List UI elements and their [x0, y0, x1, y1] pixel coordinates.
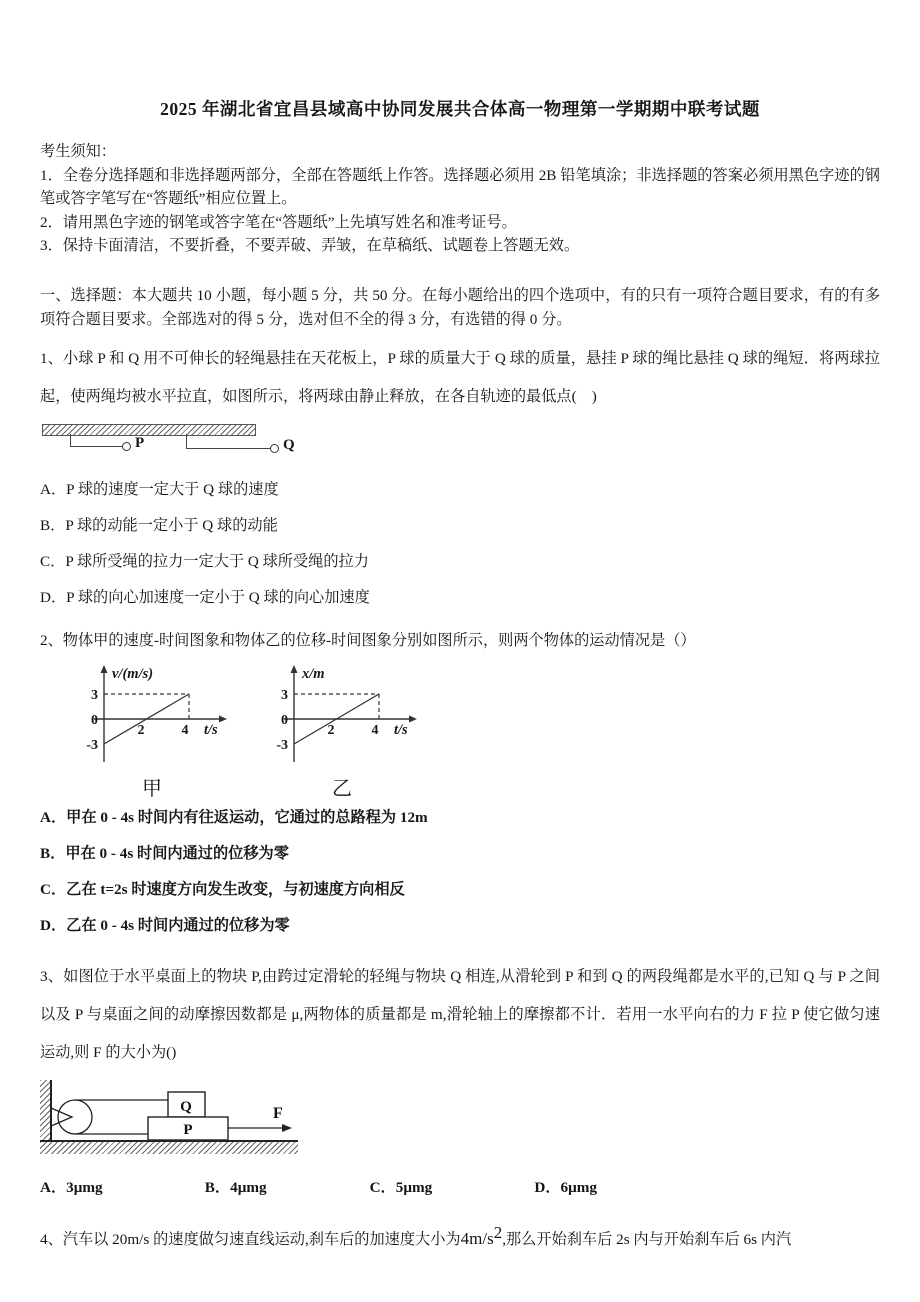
ceiling	[42, 424, 256, 436]
force-arrow-head-icon	[282, 1124, 292, 1132]
question-2	[40, 628, 880, 944]
notice-section	[40, 140, 880, 258]
notice-header: 考生须知：	[40, 143, 116, 160]
y-tick-0: 0	[91, 712, 98, 728]
string-q-horizontal	[186, 448, 270, 449]
graph-caption-yi: 乙	[332, 777, 352, 800]
y-tick-3: 3	[281, 687, 288, 703]
y-tick-neg3: -3	[276, 737, 288, 753]
ball-q	[270, 444, 279, 453]
section-heading: 一、选择题：本大题共 10 小题，每小题 5 分，共 50 分。在每小题给出的四个选项中，有的只有一项符合题目要求，有的有多项符合题目要求。全部选对的得 5 分，选对但不全的得 3 分，有选错的得 0 分。	[40, 286, 880, 328]
question-1-option-b: B．P 球的动能一定小于 Q 球的动能	[40, 516, 278, 534]
y-axis-arrow-icon	[101, 665, 108, 673]
question-3	[40, 958, 880, 1200]
pulley-diagram	[40, 1080, 310, 1162]
y-axis-label: x/m	[302, 665, 325, 682]
question-2-figure	[66, 662, 880, 800]
question-4-stem	[40, 1220, 880, 1253]
pulley-bracket	[51, 1108, 72, 1126]
y-tick-3: 3	[91, 687, 98, 703]
ball-q-label: Q	[283, 436, 295, 453]
page-title: 2025 年湖北省宜昌县域高中协同发展共合体高一物理第一学期期中联考试题	[160, 99, 760, 119]
question-2-stem: 2、物体甲的速度-时间图象和物体乙的位移-时间图象分别如图所示，则两个物体的运动情况是（）	[40, 631, 696, 649]
acceleration-exponent: 2	[493, 1222, 503, 1242]
x-tick-4: 4	[181, 722, 189, 738]
x-tick-2: 2	[137, 722, 145, 738]
question-1-stem: 1、小球 P 和 Q 用不可伸长的轻绳悬挂在天花板上，P 球的质量大于 Q 球的质量，悬挂 P 球的绳比悬挂 Q 球的绳短．将两球拉起，使两绳均被水平拉直，如图所示，将两球由静止释放，在各自轨迹的最低点( )	[40, 349, 880, 405]
question-3-option-d: D．6μmg	[534, 1178, 597, 1196]
question-3-figure	[40, 1080, 310, 1162]
question-4-stem-post: ,那么开始刹车后 2s 内与开始刹车后 6s 内汽	[502, 1231, 792, 1249]
x-tick-2: 2	[327, 722, 335, 738]
velocity-time-graph	[68, 662, 236, 778]
y-axis-label: v/(m/s)	[112, 665, 154, 682]
acceleration-value: 4m/s	[460, 1229, 494, 1249]
question-1-option-d: D．P 球的向心加速度一定小于 Q 球的向心加速度	[40, 588, 370, 606]
question-3-options-row	[40, 1176, 880, 1200]
question-1-figure	[40, 420, 370, 472]
y-tick-neg3: -3	[86, 737, 98, 753]
question-1	[40, 340, 880, 616]
question-3-option-b: B．4μmg	[204, 1178, 267, 1196]
block-p-label: P	[183, 1121, 193, 1138]
string-p-horizontal	[70, 446, 122, 447]
question-2-option-c: C．乙在 t=2s 时速度方向发生改变，与初速度方向相反	[40, 880, 405, 898]
x-tick-4: 4	[371, 722, 379, 738]
question-3-stem: 3、如图位于水平桌面上的物块 P,由跨过定滑轮的轻绳与物块 Q 相连,从滑轮到 P 和到 Q 的两段绳都是水平的,已知 Q 与 P 之间以及 P 与桌面之间的动摩擦因数都是 μ,两物体的质量都是 m,滑轮轴上的摩擦都不计．若用一水平向右的力 F 拉 P 使它做匀速运动,则 F 的大小为()	[40, 967, 880, 1061]
question-3-option-a: A．3μmg	[40, 1178, 103, 1196]
question-2-option-a: A．甲在 0 - 4s 时间内有往返运动，它通过的总路程为 12m	[40, 808, 428, 826]
position-time-graph	[258, 662, 426, 778]
question-4-stem-pre: 4、汽车以 20m/s 的速度做匀速直线运动,刹车后的加速度大小为	[40, 1231, 461, 1249]
position-time-graph-block	[256, 662, 428, 800]
question-2-option-b: B．甲在 0 - 4s 时间内通过的位移为零	[40, 844, 289, 862]
ball-p	[122, 442, 131, 451]
string-q-vertical	[186, 434, 187, 449]
velocity-time-graph-block	[66, 662, 238, 800]
notice-item-1: 1．全卷分选择题和非选择题两部分，全部在答题纸上作答。选择题必须用 2B 铅笔填涂；非选择题的答案必须用黑色字迹的钢笔或答字笔写在“答题纸”相应位置上。	[40, 166, 880, 208]
notice-item-3: 3．保持卡面清洁，不要折叠，不要弄破、弄皱，在草稿纸、试题卷上答题无效。	[40, 237, 580, 255]
notice-item-2: 2．请用黑色字迹的钢笔或答字笔在“答题纸”上先填写姓名和准考证号。	[40, 213, 517, 231]
x-axis-arrow-icon	[219, 715, 227, 722]
question-2-option-d: D．乙在 0 - 4s 时间内通过的位移为零	[40, 916, 290, 934]
y-tick-0: 0	[281, 712, 288, 728]
graph-caption-jia: 甲	[142, 777, 162, 800]
force-label: F	[273, 1104, 283, 1122]
question-3-option-c: C．5μmg	[369, 1178, 433, 1196]
x-axis-label: t/s	[394, 721, 408, 738]
pulley-icon	[58, 1100, 92, 1134]
ball-p-label: P	[135, 434, 145, 451]
y-axis-arrow-icon	[291, 665, 298, 673]
question-1-option-a: A．P 球的速度一定大于 Q 球的速度	[40, 480, 279, 498]
question-4	[40, 1220, 880, 1253]
x-axis-arrow-icon	[409, 715, 417, 722]
question-1-option-c: C．P 球所受绳的拉力一定大于 Q 球所受绳的拉力	[40, 552, 369, 570]
block-q-label: Q	[180, 1098, 192, 1115]
x-axis-label: t/s	[204, 721, 218, 738]
